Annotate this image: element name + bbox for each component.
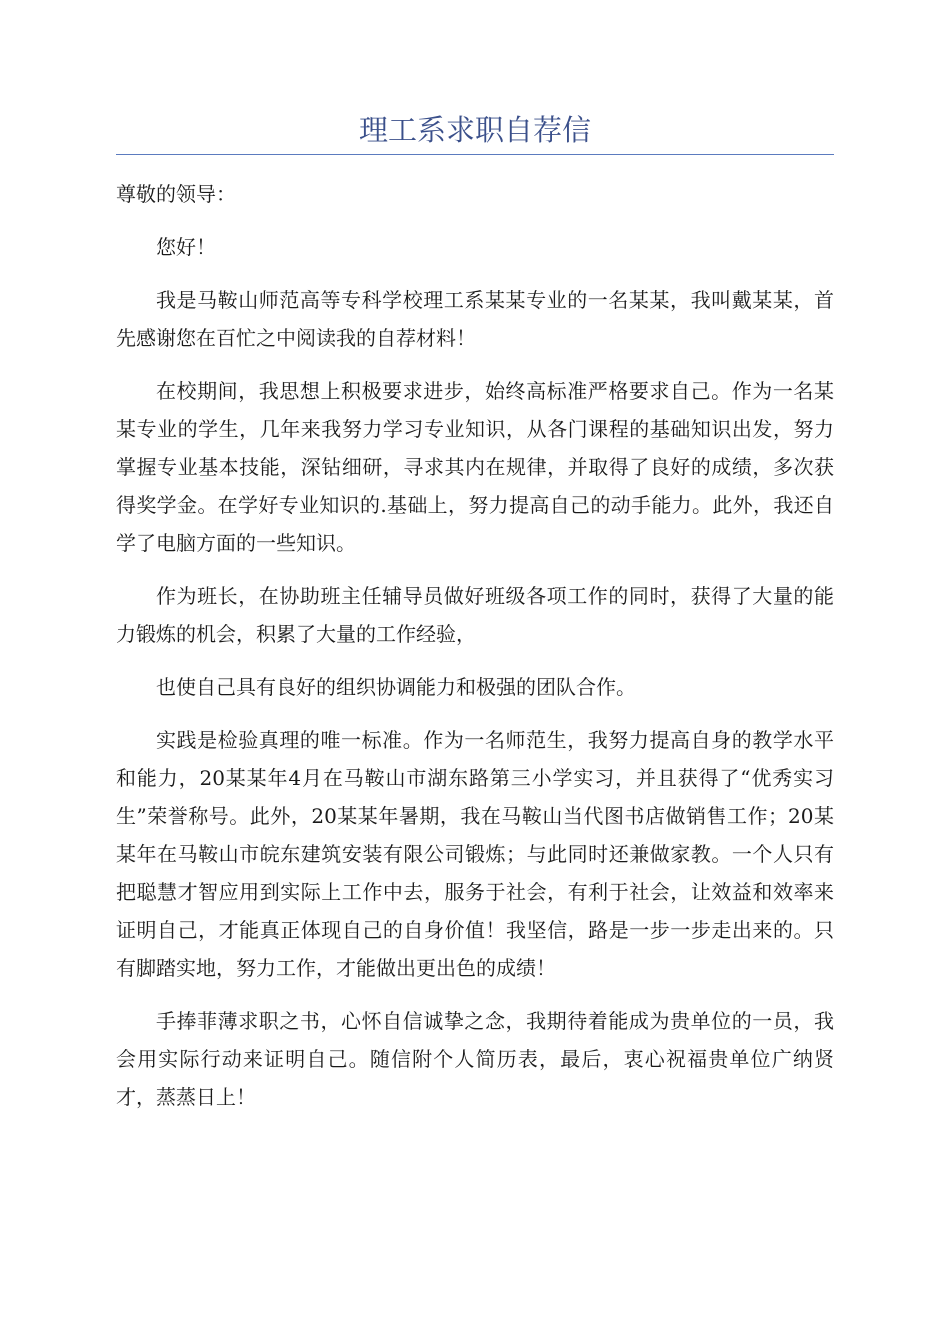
intro-paragraph: 我是马鞍山师范高等专科学校理工系某某专业的一名某某，我叫戴某某，首先感谢您在百忙之中阅读我的自荐材料！ xyxy=(116,288,834,350)
page-title: 理工系求职自荐信 xyxy=(358,113,591,147)
title-underline xyxy=(116,154,834,155)
study-paragraph: 在校期间，我思想上积极要求进步，始终高标准严格要求自己。作为一名某某专业的学生，几年来我努力学习专业知识，从各门课程的基础知识出发，努力掌握专业基本技能，深钻细研，寻求其内在规律，并取得了良好的成绩，多次获得奖学金。在学好专业知识的.基础上，努力提高自己的动手能力。此外，我还自学了电脑方面的一些知识。 xyxy=(116,379,834,555)
salutation: 尊敬的领导： xyxy=(116,182,236,206)
teamwork-paragraph: 也使自己具有良好的组织协调能力和极强的团队合作。 xyxy=(156,675,636,699)
class-monitor-paragraph: 作为班长，在协助班主任辅导员做好班级各项工作的同时，获得了大量的能力锻炼的机会，积累了大量的工作经验， xyxy=(116,584,834,646)
practice-paragraph: 实践是检验真理的唯一标准。作为一名师范生，我努力提高自身的教学水平和能力，20某某年4月在马鞍山市湖东路第三小学实习，并且获得了“优秀实习生”荣誉称号。此外，20某某年暑期，我在马鞍山当代图书店做销售工作；20某某年在马鞍山市皖东建筑安装有限公司锻炼；与此同时还兼做家教。一个人只有把聪慧才智应用到实际上工作中去，服务于社会，有利于社会，让效益和效率来证明自己，才能真正体现自己的自身价值！我坚信，路是一步一步走出来的。只有脚踏实地，努力工作，才能做出更出色的成绩！ xyxy=(116,728,834,980)
greeting-paragraph: 您好！ xyxy=(156,235,216,259)
closing-paragraph: 手捧菲薄求职之书，心怀自信诚挚之念，我期待着能成为贵单位的一员，我会用实际行动来证明自己。随信附个人简历表，最后，衷心祝福贵单位广纳贤才，蒸蒸日上！ xyxy=(116,1009,834,1109)
letter-body xyxy=(116,175,834,1131)
